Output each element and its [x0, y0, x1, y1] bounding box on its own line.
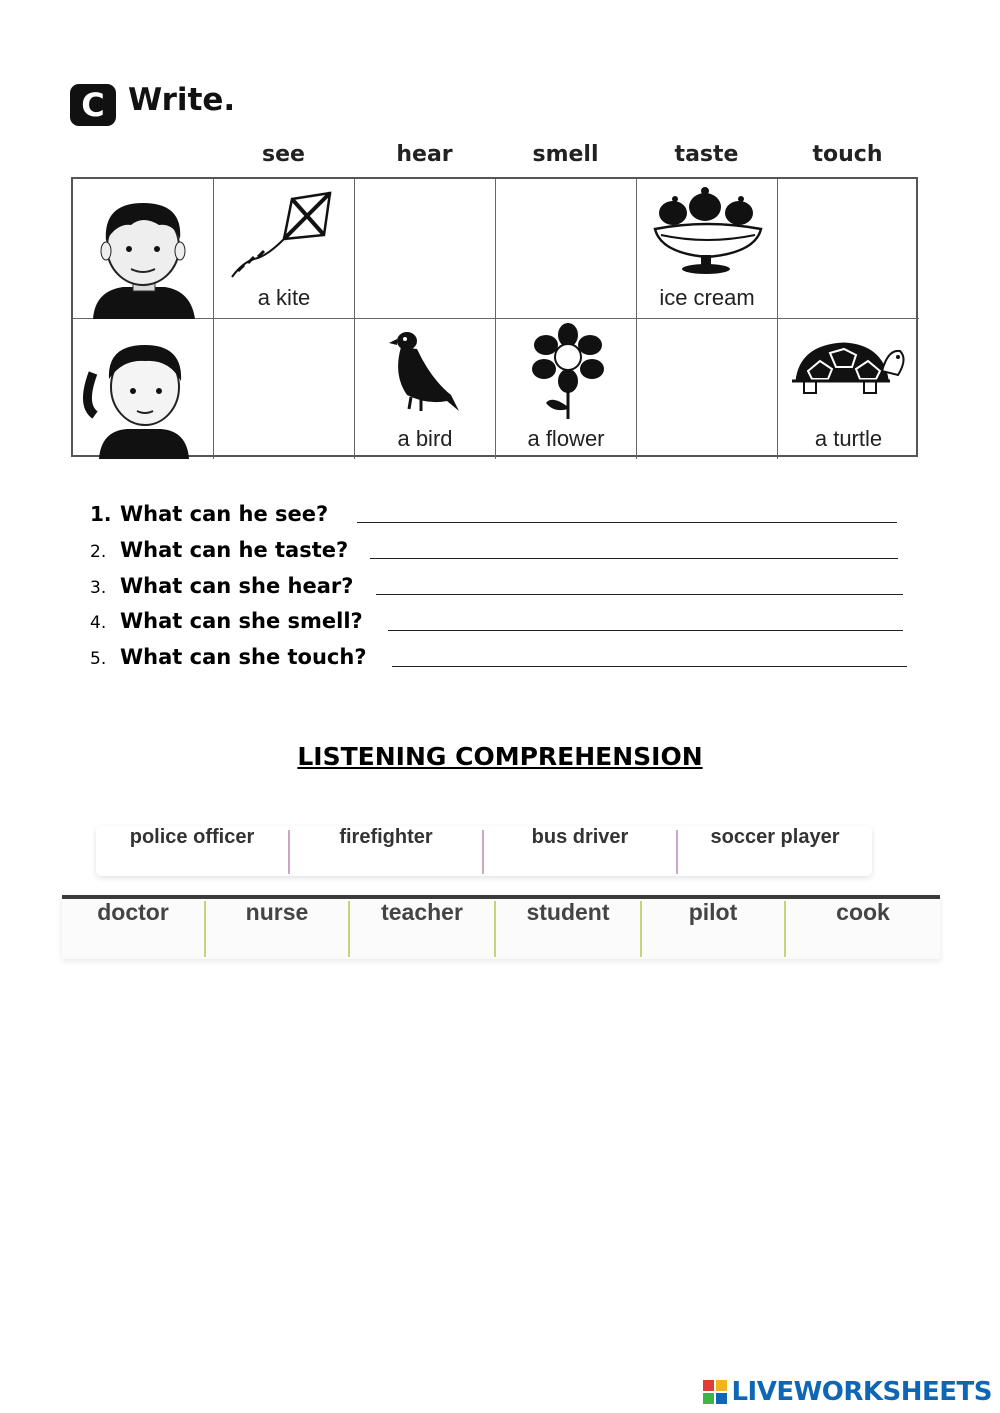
- girl-hear-label: a bird: [397, 426, 453, 451]
- header-see: see: [262, 142, 305, 167]
- word-nurse: nurse: [245, 899, 309, 925]
- girl-hear-cell: [355, 319, 496, 459]
- question-2: [90, 538, 348, 568]
- boy-hear-cell: [355, 179, 496, 319]
- word-student: student: [526, 899, 610, 925]
- girl-taste-cell: [637, 319, 778, 459]
- girl-touch-cell: [778, 319, 919, 459]
- word-doctor: doctor: [97, 899, 169, 925]
- ice-cream-icon: [637, 179, 778, 289]
- word-soccer-player: soccer player: [710, 826, 840, 848]
- listening-title: LISTENING COMPREHENSION: [297, 742, 703, 771]
- liveworksheets-logo[interactable]: [703, 1374, 992, 1410]
- question-4: [90, 609, 363, 639]
- question-2-text: What can he taste?: [120, 538, 349, 562]
- girl-see-cell: [214, 319, 355, 459]
- answer-4-input[interactable]: [388, 630, 903, 631]
- girl-portrait-cell: [73, 319, 214, 459]
- question-5: [90, 645, 367, 675]
- question-5-text: What can she touch?: [120, 645, 367, 669]
- answer-5-input[interactable]: [392, 666, 907, 667]
- boy-see-label: a kite: [257, 285, 311, 310]
- word-strip-top: [96, 826, 872, 876]
- flower-icon: [496, 319, 637, 429]
- question-1: [90, 502, 328, 532]
- header-smell: smell: [532, 142, 599, 167]
- girl-icon: [73, 319, 214, 459]
- boy-portrait-cell: [73, 179, 214, 319]
- liveworksheets-mark-icon: [703, 1378, 727, 1406]
- bird-icon: [355, 319, 496, 429]
- liveworksheets-logo-text: LIVEWORKSHEETS: [731, 1377, 992, 1407]
- boy-see-cell: [214, 179, 355, 319]
- word-teacher: teacher: [381, 899, 463, 925]
- girl-smell-label: a flower: [527, 426, 605, 451]
- boy-smell-cell: [496, 179, 637, 319]
- word-firefighter: firefighter: [339, 826, 433, 848]
- answer-3-input[interactable]: [376, 594, 903, 595]
- word-bus-driver: bus driver: [531, 826, 629, 848]
- question-4-text: What can she smell?: [120, 609, 363, 633]
- boy-taste-label: ice cream: [659, 285, 755, 310]
- kite-icon: [214, 179, 355, 289]
- question-4-number: 4.: [90, 613, 107, 633]
- boy-taste-cell: [637, 179, 778, 319]
- word-cook: cook: [836, 899, 890, 925]
- question-5-number: 5.: [90, 649, 107, 669]
- girl-smell-cell: [496, 319, 637, 459]
- header-taste: taste: [674, 142, 739, 167]
- question-1-number: 1.: [90, 502, 112, 526]
- section-badge: C: [70, 84, 116, 126]
- question-1-text: What can he see?: [120, 502, 329, 526]
- question-2-number: 2.: [90, 542, 107, 562]
- answer-2-input[interactable]: [370, 558, 898, 559]
- answer-1-input[interactable]: [357, 522, 897, 523]
- section-title: Write.: [128, 82, 236, 118]
- girl-touch-label: a turtle: [814, 426, 883, 451]
- question-3-text: What can she hear?: [120, 574, 354, 598]
- boy-icon: [73, 179, 214, 319]
- header-touch: touch: [812, 142, 883, 167]
- header-hear: hear: [396, 142, 453, 167]
- question-3-number: 3.: [90, 578, 107, 598]
- word-police-officer: police officer: [129, 826, 255, 848]
- turtle-icon: [778, 319, 919, 429]
- word-strip-bottom: [62, 895, 940, 959]
- senses-grid: [71, 177, 918, 457]
- word-pilot: pilot: [688, 899, 738, 925]
- question-3: [90, 574, 353, 604]
- boy-touch-cell: [778, 179, 919, 319]
